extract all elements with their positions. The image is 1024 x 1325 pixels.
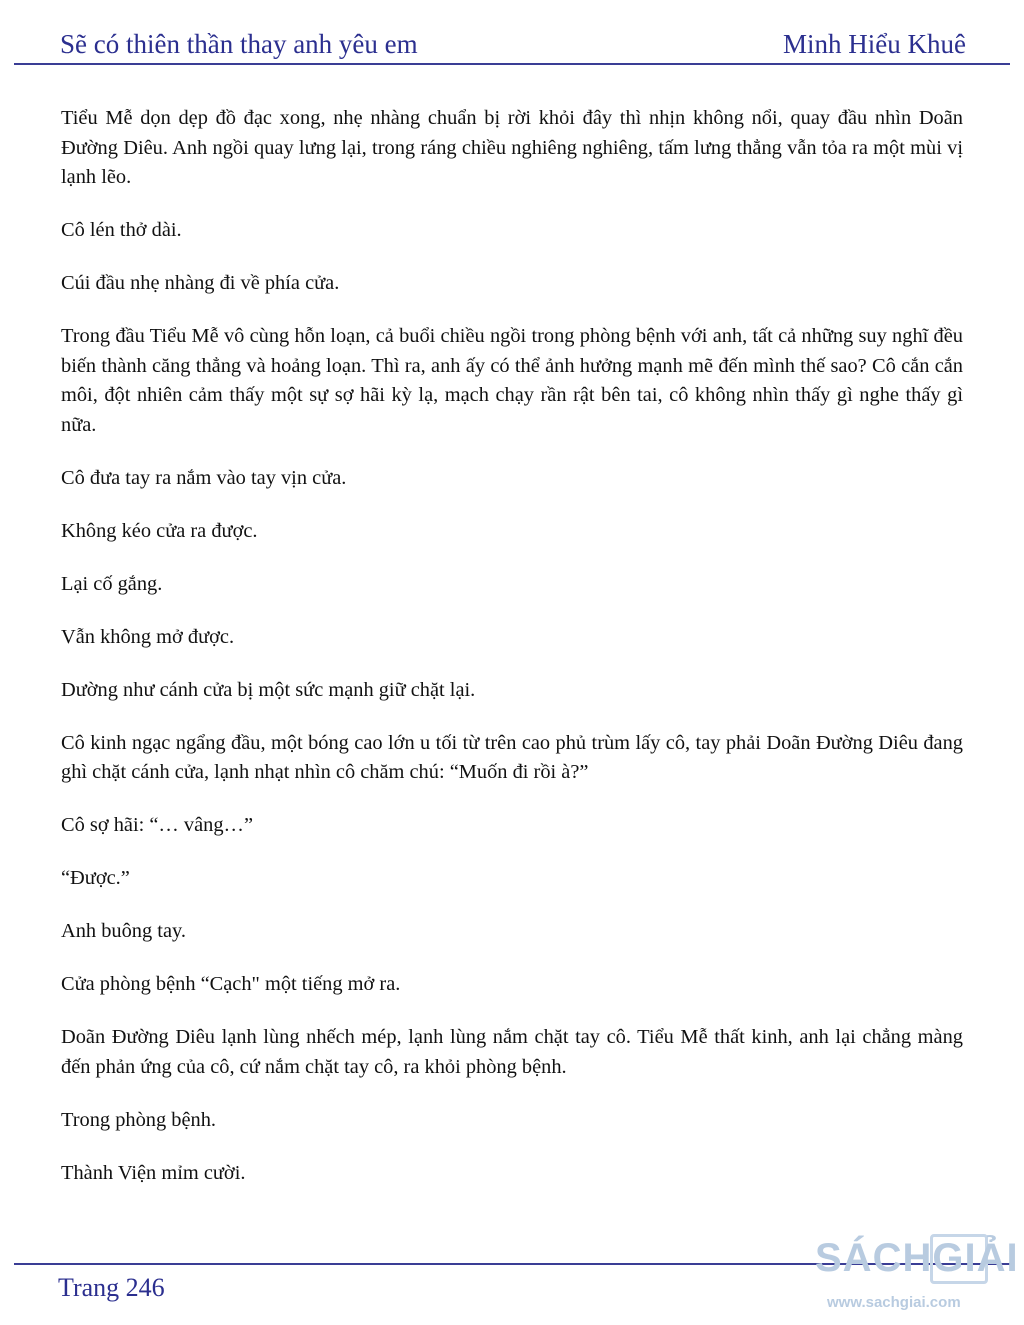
book-title: Sẽ có thiên thần thay anh yêu em: [60, 29, 418, 59]
header-divider: [14, 63, 1010, 65]
paragraph: Cúi đầu nhẹ nhàng đi về phía cửa.: [61, 272, 340, 294]
paragraph: Lại cố gắng.: [61, 572, 163, 595]
paragraph: Thành Viện mỉm cười.: [61, 1161, 246, 1184]
watermark-url: www.sachgiai.com: [827, 1294, 961, 1311]
paragraph: Trong phòng bệnh.: [61, 1108, 217, 1131]
page-header: [60, 24, 966, 60]
paragraph: Trong đầu Tiểu Mễ vô cùng hỗn loạn, cả buổi chiều ngồi trong phòng bệnh với anh, tất cả những suy nghĩ đều biến thành căng thẳng và hoảng loạn. Thì ra, anh ấy có thể ảnh hưởng mạnh mẽ đến mình thế sao? Cô cắn cắn môi, đột nhiên cảm thấy một sự sợ hãi kỳ lạ, mạch chạy rần rật bên tai, cô không nhìn thấy gì nghe thấy gì nữa.: [61, 325, 963, 436]
paragraph: Cửa phòng bệnh “Cạch" một tiếng mở ra.: [61, 973, 401, 995]
paragraph: Cô đưa tay ra nắm vào tay vịn cửa.: [61, 466, 347, 489]
paragraph: Cô sợ hãi: “… vâng…”: [61, 814, 253, 836]
paragraph: Tiểu Mễ dọn dẹp đồ đạc xong, nhẹ nhàng chuẩn bị rời khỏi đây thì nhịn không nổi, quay đầu nhìn Doãn Đường Diêu. Anh ngồi quay lưng lại, trong ráng chiều nghiêng nghiêng, tấm lưng thẳng vẫn tỏa ra một mùi vị lạnh lẽo.: [61, 107, 963, 188]
paragraph: Cô kinh ngạc ngẩng đầu, một bóng cao lớn u tối từ trên cao phủ trùm lấy cô, tay phải Doãn Đường Diêu đang ghì chặt cánh cửa, lạnh nhạt nhìn cô chăm chú: “Muốn đi rồi à?”: [61, 731, 963, 783]
page-body: [61, 104, 963, 1212]
paragraph: Vẫn không mở được.: [61, 625, 235, 648]
paragraph: Cô lén thở dài.: [61, 219, 182, 241]
paragraph: Anh buông tay.: [61, 920, 186, 942]
watermark-logo-text: SÁCHGIẢI: [815, 1236, 1019, 1280]
paragraph: “Được.”: [61, 867, 130, 889]
author-name: Minh Hiểu Khuê: [783, 29, 966, 59]
sachgiai-watermark: [815, 1230, 1024, 1325]
page-number: Trang 246: [58, 1273, 165, 1302]
paragraph: Doãn Đường Diêu lạnh lùng nhếch mép, lạnh lùng nắm chặt tay cô. Tiểu Mễ thất kinh, anh lại chẳng màng đến phản ứng của cô, cứ nắm chặt tay cô, ra khỏi phòng bệnh.: [61, 1026, 963, 1078]
paragraph: Không kéo cửa ra được.: [61, 519, 258, 542]
paragraph: Dường như cánh cửa bị một sức mạnh giữ chặt lại.: [61, 678, 476, 701]
